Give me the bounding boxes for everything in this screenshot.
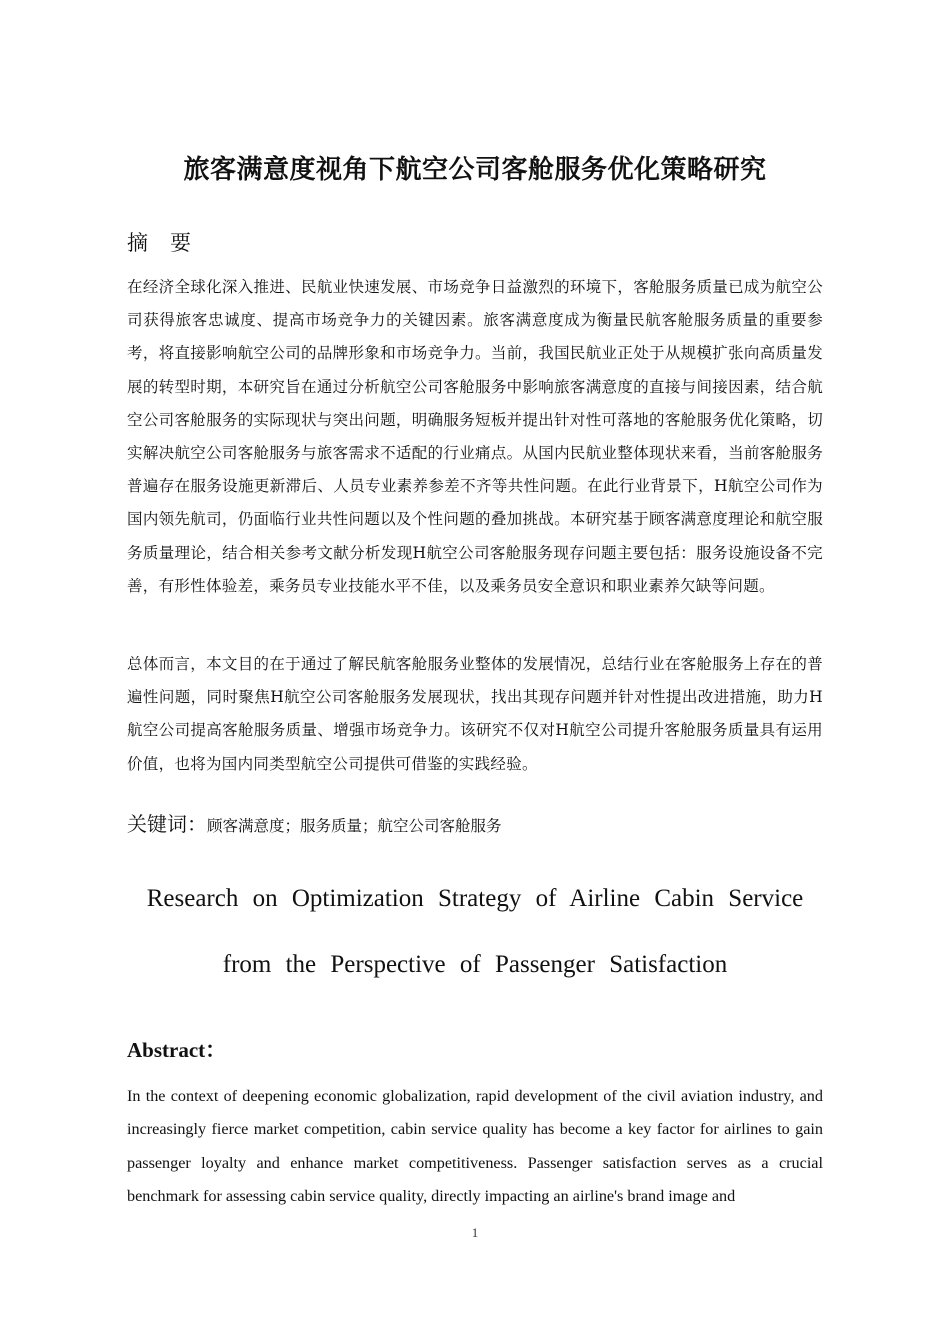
abstract-heading-char-2: 要 bbox=[170, 231, 191, 255]
english-title-line-2: from the Perspective of Passenger Satisfaction bbox=[222, 951, 728, 978]
abstract-heading-char-1: 摘 bbox=[127, 231, 148, 255]
english-title bbox=[127, 866, 823, 998]
chinese-abstract-paragraph-2: 总体而言，本文目的在于通过了解民航客舱服务业整体的发展情况，总结行业在客舱服务上存在的普遍性问题，同时聚焦H航空公司客舱服务发展现状，找出其现存问题并针对性提出改进措施，助力H航空公司提高客舱服务质量、增强市场竞争力。该研究不仅对H航空公司提升客舱服务质量具有运用价值，也将为国内同类型航空公司提供可借鉴的实践经验。 bbox=[127, 655, 823, 773]
keywords-line bbox=[127, 808, 502, 842]
english-abstract-paragraph: In the context of deepening economic globalization, rapid development of the civil aviation industry, and increasingly fierce market competition, cabin service quality has become a key factor for airlines to gain passenger loyalty and enhance market competitiveness. Passenger satisfaction serves as a crucial benchmark for assessing cabin service quality, directly impacting an airline's brand image and bbox=[127, 1087, 823, 1205]
keywords-value: 顾客满意度；服务质量；航空公司客舱服务 bbox=[207, 817, 502, 835]
chinese-title: 旅客满意度视角下航空公司客舱服务优化策略研究 bbox=[183, 155, 767, 185]
chinese-abstract-heading bbox=[127, 228, 191, 258]
keywords-label: 关键词： bbox=[127, 812, 207, 836]
english-title-line-1: Research on Optimization Strategy of Airline Cabin Service bbox=[146, 885, 804, 912]
english-abstract-heading: Abstract： bbox=[127, 1038, 227, 1062]
chinese-abstract-paragraph-1: 在经济全球化深入推进、民航业快速发展、市场竞争日益激烈的环境下，客舱服务质量已成为航空公司获得旅客忠诚度、提高市场竞争力的关键因素。旅客满意度成为衡量民航客舱服务质量的重要参考，将直接影响航空公司的品牌形象和市场竞争力。当前，我国民航业正处于从规模扩张向高质量发展的转型时期，本研究旨在通过分析航空公司客舱服务中影响旅客满意度的直接与间接因素，结合航空公司客舱服务的实际现状与突出问题，明确服务短板并提出针对性可落地的客舱服务优化策略，切实解决航空公司客舱服务与旅客需求不适配的行业痛点。从国内民航业整体现状来看，当前客舱服务普遍存在服务设施更新滞后、人员专业素养参差不齐等共性问题。在此行业背景下，H航空公司作为国内领先航司，仍面临行业共性问题以及个性问题的叠加挑战。本研究基于顾客满意度理论和航空服务质量理论，结合相关参考文献分析发现H航空公司客舱服务现存问题主要包括：服务设施设备不完善，有形性体验差，乘务员专业技能水平不佳，以及乘务员安全意识和职业素养欠缺等问题。 bbox=[127, 278, 823, 595]
page-number: 1 bbox=[471, 1225, 479, 1240]
